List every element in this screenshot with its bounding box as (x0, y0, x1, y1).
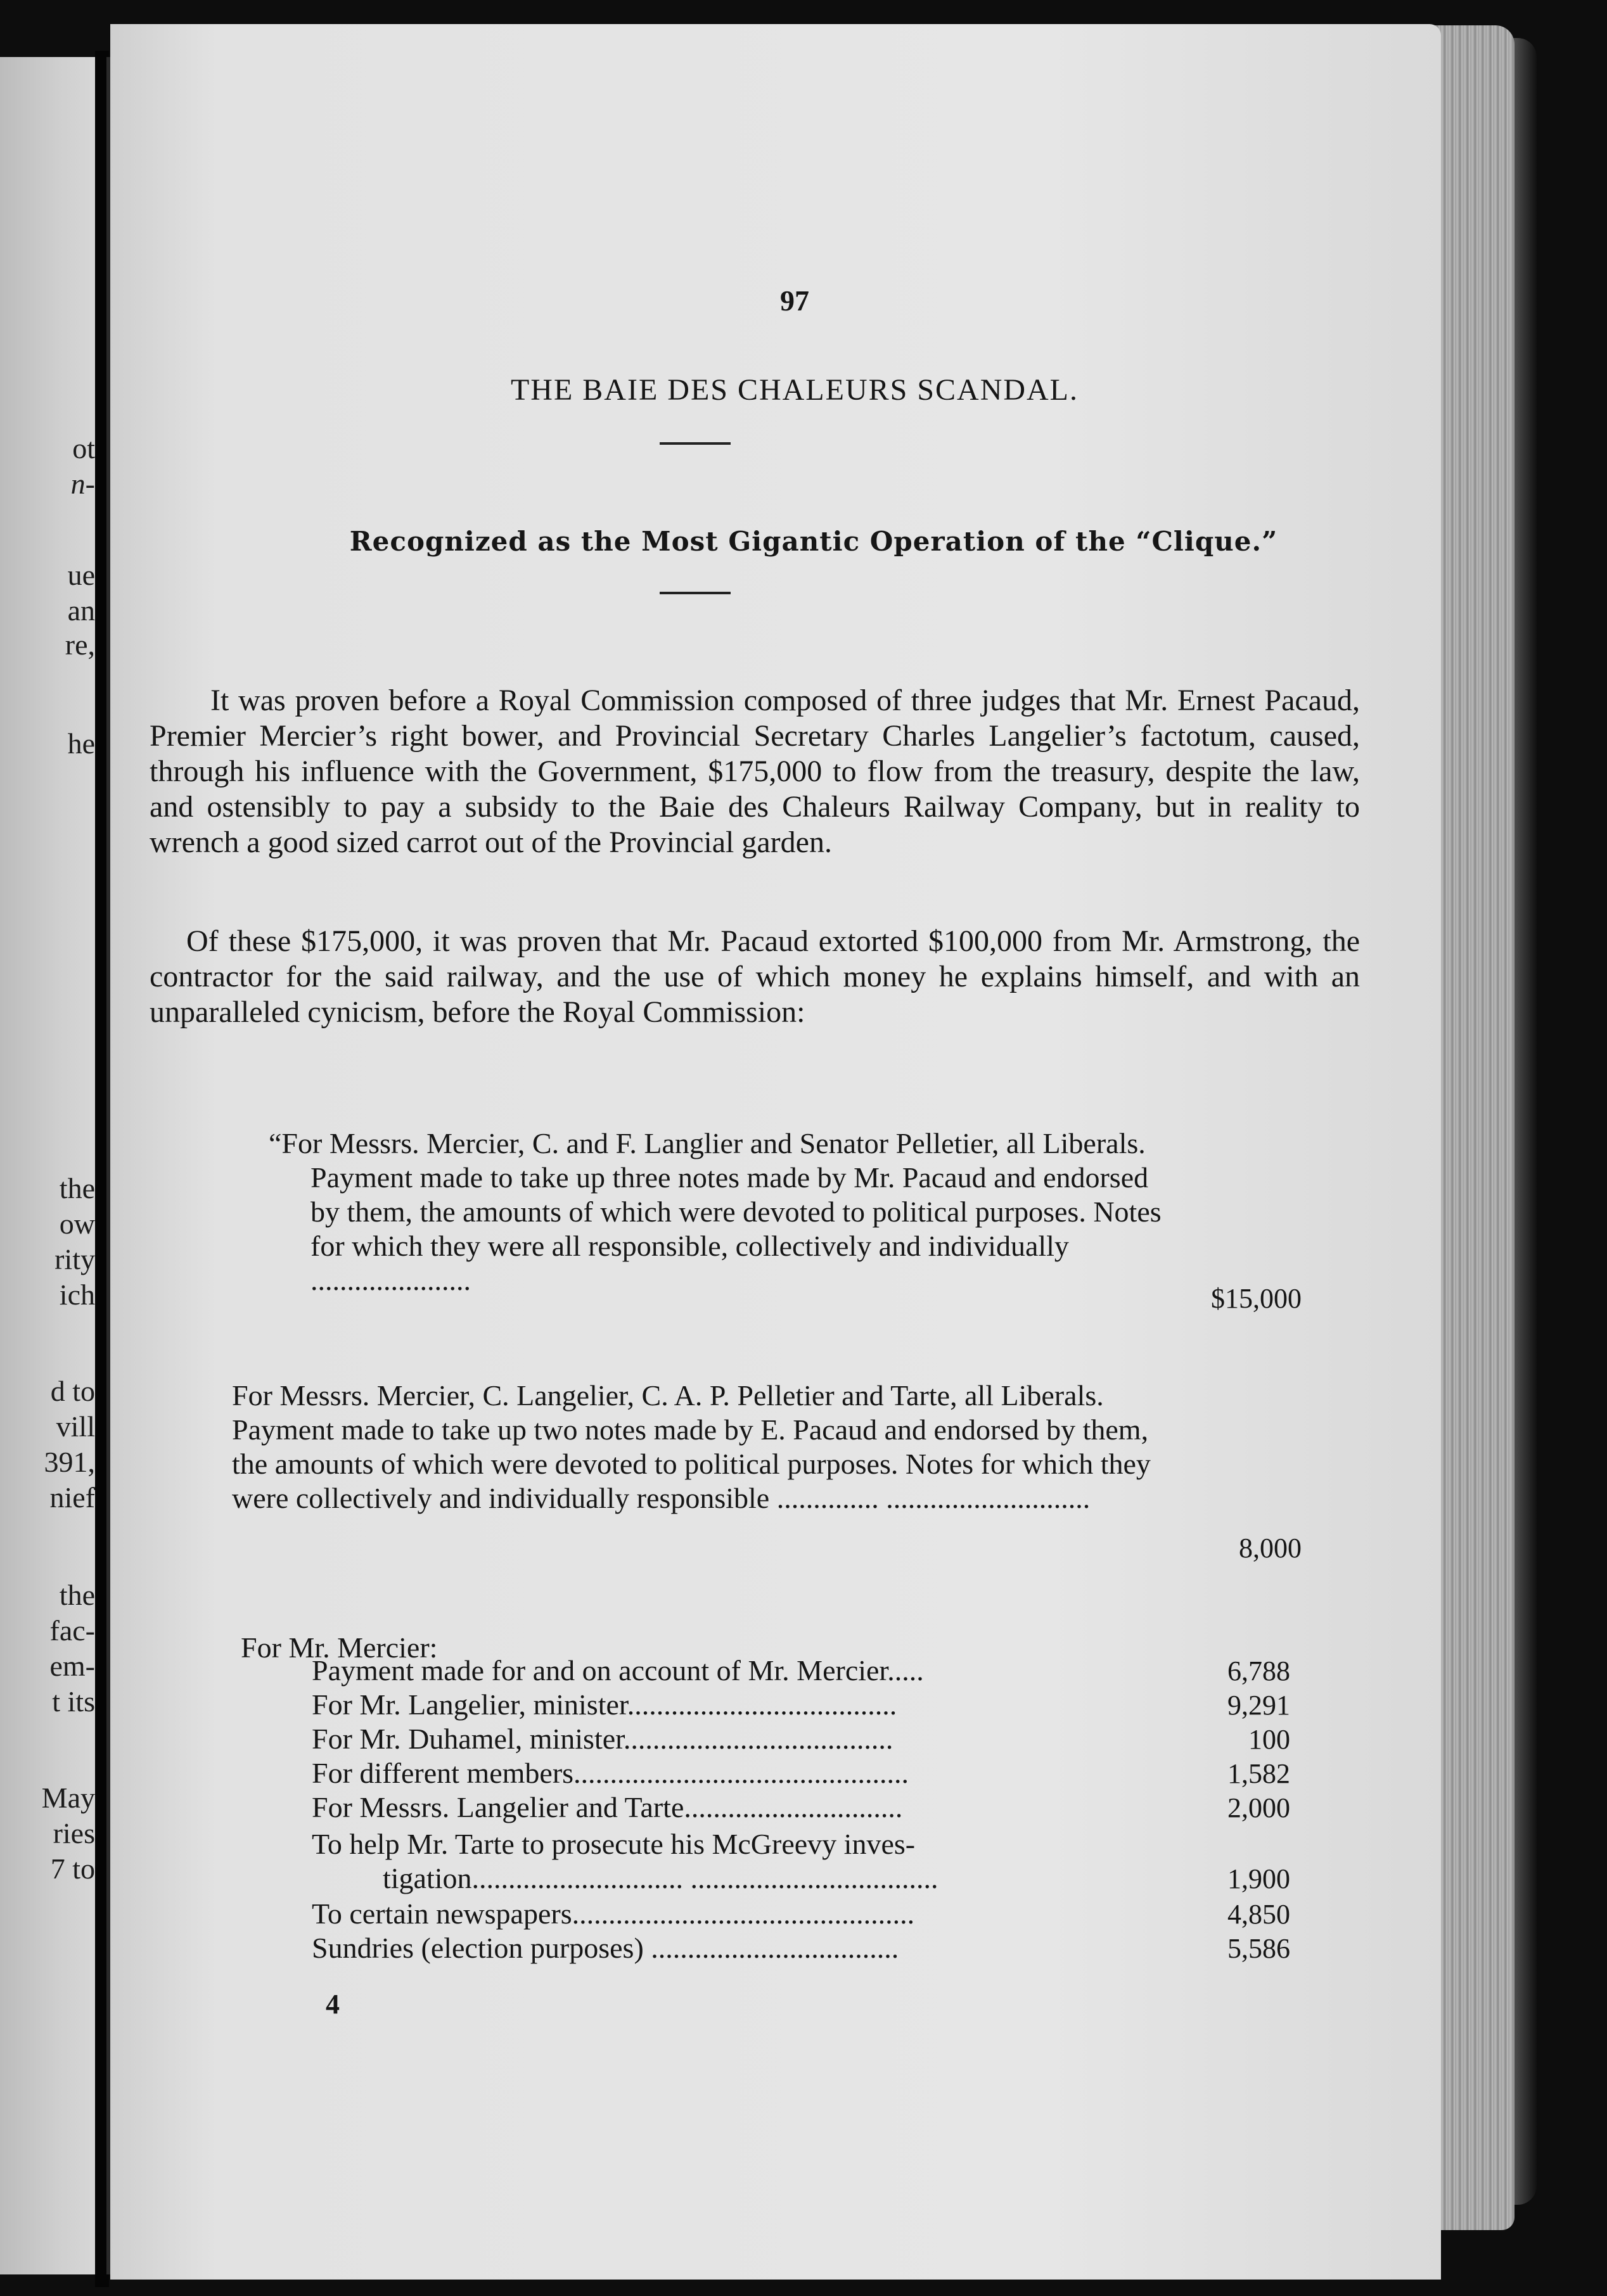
ledger-row-label: For Mr. Duhamel, minister..................................... (312, 1723, 893, 1755)
paragraph-royal-commission: It was proven before a Royal Commission composed of three judges that Mr. Ernest Pacaud, Premier Mercier’s right bower, and Provincial Secretary Charles Langelier’s factotum, caused, through his influence with the Government, $175,000 to flow from the treasury, despite the law, and ostensibly to pay a subsidy to the Baie des Chaleurs Railway Company, but in reality to wrench a good sized carrot out of the Provincial garden. (150, 684, 1360, 859)
facing-page-fragment: ries (53, 1817, 95, 1849)
facing-page-fragment: 7 to (50, 1853, 95, 1885)
book-page (110, 24, 1441, 2280)
facing-page-fragment: em- (49, 1650, 95, 1682)
page-number: 97 (780, 284, 809, 317)
entry-text: “For Messrs. Mercier, C. and F. Langlier and Senator Pelletier, all Liberals. Payment made to take up three notes made by Mr. Pacaud and endorsed by them, the amounts of which were devoted to political purposes. Notes for which they were all responsible, collectively and individually ...................... (269, 1127, 1162, 1296)
facing-page-fragment: rity (54, 1243, 95, 1275)
entry-text (232, 1379, 1170, 1515)
facing-page-fragment: n- (70, 468, 95, 500)
subtitle-rule (660, 592, 731, 594)
ledger-row-label: To certain newspapers............................................... (312, 1897, 915, 1930)
facing-page-fragment: nief (49, 1481, 95, 1514)
paragraph-pacaud-extortion: Of these $175,000, it was proven that Mr. Pacaud extorted $100,000 from Mr. Armstrong, the contractor for the said railway, and the use of which money he explains himself, and with an unparalleled cynicism, before the Royal Commission: (150, 924, 1360, 1029)
facing-page-fragment: ue (67, 559, 95, 591)
entry-pelletier-tarte-notes (232, 1379, 1170, 1515)
ledger-row-amount: 100 (1248, 1724, 1290, 1755)
ledger-row-amount: 5,586 (1227, 1933, 1290, 1964)
ledger-heading: For Mr. Mercier: (241, 1631, 438, 1664)
facing-page-fragment: vill (56, 1410, 95, 1443)
ledger-row-amount: 6,788 (1227, 1655, 1290, 1687)
ledger-row-amount: 1,900 (1227, 1863, 1290, 1894)
ledger-row-label: For Messrs. Langelier and Tarte.............................. (312, 1791, 903, 1823)
ledger-row-amount: 9,291 (1227, 1690, 1290, 1721)
facing-page-fragment: 391, (44, 1446, 95, 1478)
facing-page-fragment: ot (72, 432, 95, 464)
facing-page-fragment: fac- (49, 1614, 95, 1647)
entry-amount: 8,000 (1239, 1533, 1302, 1564)
facing-page-fragment: ich (59, 1279, 95, 1311)
entry-langlier-notes (269, 1126, 1168, 1298)
ledger-row-label: Payment made for and on account of Mr. Mercier..... (312, 1654, 924, 1687)
facing-page-fragment: ow (59, 1208, 95, 1240)
ledger-row-label: To help Mr. Tarte to prosecute his McGreevy inves- (312, 1828, 916, 1860)
facing-page-fragment: May (41, 1782, 95, 1814)
ledger-row-label: tigation............................. .................................. (383, 1862, 938, 1894)
facing-page-fragment: the (59, 1579, 95, 1611)
page-title: THE BAIE DES CHALEURS SCANDAL. (510, 373, 1079, 407)
ledger-row-label: For different members.............................................. (312, 1757, 909, 1789)
facing-page-fragment: the (59, 1172, 95, 1204)
ledger-row-label: Sundries (election purposes) .................................. (312, 1932, 899, 1964)
facing-page (0, 57, 100, 2274)
title-rule (660, 442, 731, 445)
page-stack-edges (1432, 25, 1514, 2230)
entry-amount: $15,000 (1211, 1283, 1302, 1314)
entry-text-body: For Messrs. Mercier, C. Langelier, C. A. P. Pelletier and Tarte, all Liberals. Payment made to take up two notes made by E. Pacaud and endorsed by them, the amounts of which were devoted to political purposes. Notes for which they were collectively and individually responsible .............. ............................ (232, 1379, 1151, 1514)
ledger-row-amount: 4,850 (1227, 1899, 1290, 1930)
facing-page-fragment: t its (52, 1685, 95, 1718)
ledger-row-amount: 1,582 (1227, 1758, 1290, 1789)
facing-page-fragment: he (67, 727, 95, 760)
facing-page-fragment: d to (50, 1375, 95, 1407)
facing-page-fragment: re, (65, 628, 95, 661)
ledger-row-amount: 2,000 (1227, 1792, 1290, 1823)
signature-mark: 4 (326, 1989, 340, 2020)
page-subtitle: Recognized as the Most Gigantic Operation of the “Clique.” (349, 526, 1278, 557)
ledger-row-label: For Mr. Langelier, minister..................................... (312, 1688, 897, 1721)
page-stack-shadow (1511, 38, 1537, 2205)
facing-page-fragment: an (67, 594, 95, 627)
